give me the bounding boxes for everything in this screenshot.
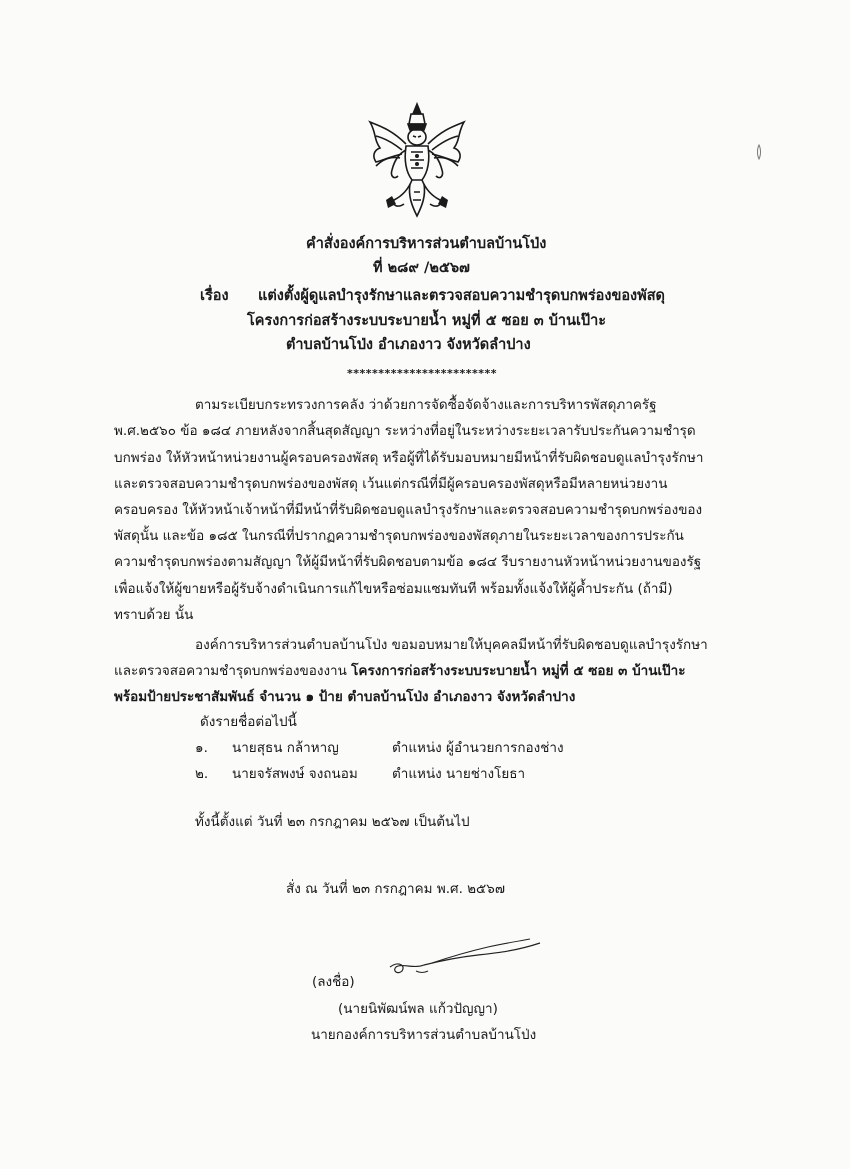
project-title: โครงการก่อสร้างระบบระบายน้ำ หมู่ที่ ๕ ซอย ๓ บ้านเป๊าะ [247,313,607,329]
paragraph-1-line: ครอบครอง ให้หัวหน้าเจ้าหน้าที่มีหน้าที่รับผิดชอบดูแลบำรุงรักษาและตรวจสอบความชำรุดบกพร่องของ [114,502,703,518]
paragraph-1-line: เพื่อแจ้งให้ผู้ขายหรือผู้รับจ้างดำเนินการแก้ไขหรือซ่อมแซมทันที พร้อมทั้งแจ้งให้ผู้ค้ำประกัน (ถ้ามี) [114,581,673,597]
paragraph-2-line [114,659,685,681]
paragraph-1-line: และตรวจสอบความชำรุดบกพร่องของพัสดุ เว้นแต่กรณีที่มีผู้ครอบครองพัสดุหรือมีหลายหน่วยงาน [114,476,668,492]
divider-line: ************************ [347,367,498,380]
garuda-emblem-icon [362,100,472,222]
paragraph-1-line: ความชำรุดบกพร่องตามสัญญา ให้ผู้มีหน้าที่รับผิดชอบตามข้อ ๑๘๔ รีบรายงานหัวหน้าหน่วยงานของรัฐ [114,554,702,570]
list-intro: ดังรายชื่อต่อไปนี้ [200,714,297,730]
member-name: นายสุธน กล้าหาญ [232,740,339,756]
paragraph-2-line: องค์การบริหารส่วนตำบลบ้านโป่ง ขอมอบหมายให้บุคคลมีหน้าที่รับผิดชอบดูแลบำรุงรักษา [195,637,708,653]
member-name: นายจรัสพงษ์ จงถนอม [232,766,358,782]
scan-mark [755,143,763,161]
project-location: ตำบลบ้านโป่ง อำเภองาว จังหวัดลำปาง [286,337,531,353]
paragraph-1-line: พ.ศ.๒๕๖๐ ข้อ ๑๘๔ ภายหลังจากสิ้นสุดสัญญา ระหว่างที่อยู่ในระหว่างระยะเวลารับประกันความชำรุด [114,423,696,439]
subject-label: เรื่อง [200,288,229,304]
effective-date: ทั้งนี้ตั้งแต่ วันที่ ๒๓ กรกฎาคม ๒๕๖๗ เป็นต้นไป [195,814,470,830]
signatory-title: นายกองค์การบริหารส่วนตำบลบ้านโป่ง [311,1027,537,1043]
ordered-date: สั่ง ณ วันที่ ๒๓ กรกฎาคม พ.ศ. ๒๕๖๗ [286,881,505,897]
member-number: ๒. [195,766,209,782]
sign-label: (ลงชื่อ) [312,974,355,990]
signatory-name: (นายนิพัฒน์พล แก้วปัญญา) [338,1001,498,1017]
member-position: ตำแหน่ง นายช่างโยธา [392,766,526,782]
paragraph-2-line: พร้อมป้ายประชาสัมพันธ์ จำนวน ๑ ป้าย ตำบลบ้านโป่ง อำเภองาว จังหวัดลำปาง [114,689,576,705]
paragraph-1-line: ตามระเบียบกระทรวงการคลัง ว่าด้วยการจัดซื้อจัดจ้างและการบริหารพัสดุภาครัฐ [195,397,657,413]
subject-text: แต่งตั้งผู้ดูแลบำรุงรักษาและตรวจสอบความชำรุดบกพร่องของพัสดุ [258,288,665,304]
member-number: ๑. [195,740,208,756]
paragraph-2-text: และตรวจสอความชำรุดบกพร่องของงาน [114,663,352,679]
order-title: คำสั่งองค์การบริหารส่วนตำบลบ้านโป่ง [306,236,547,252]
project-name-bold: โครงการก่อสร้างระบบระบายน้ำ หมู่ที่ ๕ ซอย ๓ บ้านเป๊าะ [351,663,686,679]
member-position: ตำแหน่ง ผู้อำนวยการกองช่าง [392,740,564,756]
order-number: ที่ ๒๘๙ /๒๕๖๗ [373,260,470,276]
paragraph-1-line: บกพร่อง ให้หัวหน้าหน่วยงานผู้ครอบครองพัสดุ หรือผู้ที่ได้รับมอบหมายมีหน้าที่รับผิดชอบดูแลบำรุงรักษา [114,450,704,466]
paragraph-1-line: พัสดุนั้น และข้อ ๑๘๕ ในกรณีที่ปรากฏความชำรุดบกพร่องของพัสดุภายในระยะเวลาของการประกัน [114,528,684,544]
signature-scribble [380,935,550,985]
paragraph-1-line: ทราบด้วย นั้น [114,607,194,623]
